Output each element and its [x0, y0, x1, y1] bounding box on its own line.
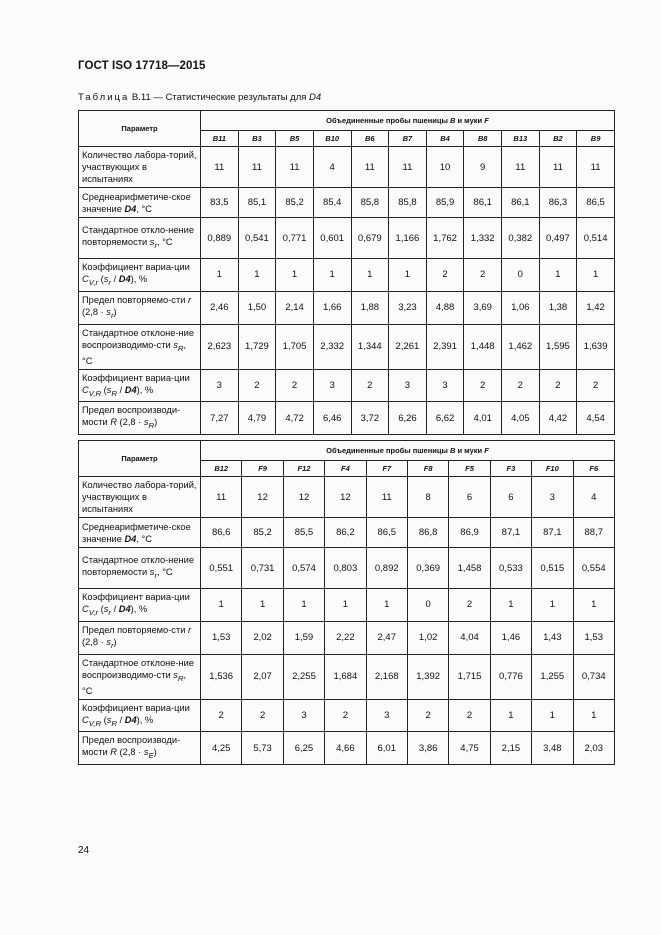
table-cell: 86,6 [201, 518, 242, 548]
table-cell: 2 [464, 259, 502, 292]
table-cell: 4 [313, 147, 351, 188]
table-cell: 11 [389, 147, 427, 188]
table-cell: 1,762 [426, 218, 464, 259]
table-cell: 4 [573, 477, 614, 518]
table-cell: 3 [283, 699, 324, 732]
table-cell: 1,59 [283, 621, 324, 654]
table-cell: 3,69 [464, 291, 502, 324]
column-header: B3 [238, 131, 276, 147]
table-row [79, 732, 615, 765]
table-cell: 85,2 [276, 188, 314, 218]
table-cell: 1,53 [201, 621, 242, 654]
table-cell: 2,07 [242, 654, 283, 699]
row-label: Коэффициент вариа-ции $C_{V,r}$ $(s_r / D4)$, % [79, 589, 201, 622]
table-cell: 1 [532, 699, 573, 732]
table-cell: 2,332 [313, 324, 351, 369]
table-cell: 1,392 [407, 654, 448, 699]
row-label: Стандартное отклоне-ние воспроизводимо-сти $s_R$, °С [79, 324, 201, 369]
table-cell: 86,5 [577, 188, 615, 218]
table-cell: 4,88 [426, 291, 464, 324]
table-cell: 11 [201, 147, 239, 188]
table-cell: 83,5 [201, 188, 239, 218]
table-cell: 1,639 [577, 324, 615, 369]
table-cell: 11 [366, 477, 407, 518]
table-cell: 1,50 [238, 291, 276, 324]
table-cell: 11 [539, 147, 577, 188]
table-cell: 0,601 [313, 218, 351, 259]
table-cell: 85,9 [426, 188, 464, 218]
table-cell: 4,66 [325, 732, 366, 765]
page-number: 24 [78, 845, 90, 856]
table-cell: 1,536 [201, 654, 242, 699]
table-cell: 11 [276, 147, 314, 188]
row-label: Коэффициент вариа-ции $C_{V,R}$ $(s_R / D4)$, % [79, 699, 201, 732]
column-header: F3 [490, 461, 531, 477]
table-cell: 4,25 [201, 732, 242, 765]
row-label: Стандартное отклоне-ние воспроизводимо-сти $s_R$, °С [79, 654, 201, 699]
table-cell: 86,1 [464, 188, 502, 218]
table-cell: 11 [201, 477, 242, 518]
table-row [79, 218, 615, 259]
table-cell: 1,332 [464, 218, 502, 259]
table-cell: 4,01 [464, 402, 502, 435]
table-cell: 85,4 [313, 188, 351, 218]
table-cell: 2 [242, 699, 283, 732]
param-header: Параметр [79, 441, 201, 477]
table-cell: 2,261 [389, 324, 427, 369]
column-header: B7 [389, 131, 427, 147]
table-cell: 1,684 [325, 654, 366, 699]
caption-text: В.11 — Статистические результаты для [129, 92, 310, 103]
table-cell: 1,88 [351, 291, 389, 324]
table-cell: 0,803 [325, 548, 366, 589]
table-cell: 1,53 [573, 621, 614, 654]
table-cell: 1 [532, 589, 573, 622]
table-cell: 6,25 [283, 732, 324, 765]
column-header: F8 [407, 461, 448, 477]
table-cell: 2,14 [276, 291, 314, 324]
table-cell: 7,27 [201, 402, 239, 435]
table-cell: 1 [201, 589, 242, 622]
table-cell: 2,255 [283, 654, 324, 699]
table-cell: 3 [426, 369, 464, 402]
table-cell: 6 [490, 477, 531, 518]
table-cell: 86,2 [325, 518, 366, 548]
table-cell: 0,679 [351, 218, 389, 259]
table-cell: 3,72 [351, 402, 389, 435]
table-cell: 1,66 [313, 291, 351, 324]
table-cell: 3 [532, 477, 573, 518]
table-cell: 2,02 [242, 621, 283, 654]
table-cell: 9 [464, 147, 502, 188]
table-cell: 86,8 [407, 518, 448, 548]
column-header: F4 [325, 461, 366, 477]
column-header: F7 [366, 461, 407, 477]
table-cell: 6,01 [366, 732, 407, 765]
table-cell: 1 [351, 259, 389, 292]
table-cell: 2 [577, 369, 615, 402]
table-row [79, 147, 615, 188]
table-cell: 4,04 [449, 621, 490, 654]
table-cell: 1 [325, 589, 366, 622]
column-header: B8 [464, 131, 502, 147]
row-label: Предел воспроизводи-мости R $(2,8 \cdot s_R)$ [79, 402, 201, 435]
column-header: B4 [426, 131, 464, 147]
table-cell: 12 [325, 477, 366, 518]
table-cell: 1 [283, 589, 324, 622]
column-header: B10 [313, 131, 351, 147]
table-cell: 0,497 [539, 218, 577, 259]
row-label: Количество лабора-торий, участвующих в испытаниях [79, 147, 201, 188]
table-cell: 1,46 [490, 621, 531, 654]
table-cell: 85,5 [283, 518, 324, 548]
row-label: Предел повторяемо-сти r $(2,8 \cdot s_r)$ [79, 291, 201, 324]
table-row [79, 518, 615, 548]
table-cell: 3 [201, 369, 239, 402]
table-cell: 1,43 [532, 621, 573, 654]
table-cell: 0,515 [532, 548, 573, 589]
table-cell: 85,2 [242, 518, 283, 548]
group-header: Объединенные пробы пшеницы B и муки F [201, 441, 615, 461]
column-header: F6 [573, 461, 614, 477]
table-cell: 1 [276, 259, 314, 292]
row-label: Среднеарифметиче-ское значение D4, °С [79, 518, 201, 548]
table-cell: 87,1 [532, 518, 573, 548]
table-row [79, 402, 615, 435]
table-cell: 2 [449, 699, 490, 732]
table-cell: 1,458 [449, 548, 490, 589]
column-header: B11 [201, 131, 239, 147]
table-cell: 4,72 [276, 402, 314, 435]
table-cell: 0,889 [201, 218, 239, 259]
table-cell: 6 [449, 477, 490, 518]
row-label: Предел повторяемо-сти r $(2,8 \cdot s_r)$ [79, 621, 201, 654]
column-header: B5 [276, 131, 314, 147]
table-cell: 85,8 [351, 188, 389, 218]
table-cell: 0,382 [502, 218, 540, 259]
table-cell: 2,46 [201, 291, 239, 324]
table-cell: 2,03 [573, 732, 614, 765]
table-row [79, 291, 615, 324]
table-row [79, 699, 615, 732]
group-header: Объединенные пробы пшеницы B и муки F [201, 111, 615, 131]
table-cell: 0,892 [366, 548, 407, 589]
table-cell: 0,533 [490, 548, 531, 589]
table-cell: 1,02 [407, 621, 448, 654]
table-cell: 3,48 [532, 732, 573, 765]
table-cell: 12 [242, 477, 283, 518]
row-label: Стандартное откло-нение повторяемости $s_r$, °С [79, 548, 201, 589]
column-header: F9 [242, 461, 283, 477]
table-cell: 4,05 [502, 402, 540, 435]
table-cell: 2 [407, 699, 448, 732]
table-cell: 1,595 [539, 324, 577, 369]
results-table-1 [78, 110, 615, 435]
table-cell: 1 [539, 259, 577, 292]
param-header: Параметр [79, 111, 201, 147]
table-cell: 1 [201, 259, 239, 292]
table-cell: 0,574 [283, 548, 324, 589]
column-header: F12 [283, 461, 324, 477]
table-cell: 6,26 [389, 402, 427, 435]
table-cell: 1 [366, 589, 407, 622]
table-cell: 1 [573, 589, 614, 622]
table-cell: 2 [539, 369, 577, 402]
table-cell: 85,1 [238, 188, 276, 218]
table-cell: 4,75 [449, 732, 490, 765]
table-cell: 11 [238, 147, 276, 188]
table-cell: 2 [351, 369, 389, 402]
table-cell: 10 [426, 147, 464, 188]
table-row [79, 477, 615, 518]
table-cell: 3 [366, 699, 407, 732]
table-cell: 2 [502, 369, 540, 402]
row-label: Количество лабора-торий, участвующих в испытаниях [79, 477, 201, 518]
table-cell: 0,369 [407, 548, 448, 589]
table-cell: 1 [573, 699, 614, 732]
table-cell: 2 [449, 589, 490, 622]
table-cell: 0,731 [242, 548, 283, 589]
row-label: Коэффициент вариа-ции $C_{V,r}$ $(s_r / D4)$, % [79, 259, 201, 292]
table-cell: 85,8 [389, 188, 427, 218]
table-cell: 4,54 [577, 402, 615, 435]
column-header: B6 [351, 131, 389, 147]
table-cell: 1,166 [389, 218, 427, 259]
table-cell: 1,705 [276, 324, 314, 369]
table-cell: 2,391 [426, 324, 464, 369]
column-header: F10 [532, 461, 573, 477]
table-cell: 1 [242, 589, 283, 622]
table-cell: 6,62 [426, 402, 464, 435]
row-label: Среднеарифметиче-ское значение D4, °С [79, 188, 201, 218]
table-cell: 1,715 [449, 654, 490, 699]
table-cell: 8 [407, 477, 448, 518]
table-cell: 2 [464, 369, 502, 402]
table-cell: 5,73 [242, 732, 283, 765]
table-cell: 0,554 [573, 548, 614, 589]
table-cell: 1,38 [539, 291, 577, 324]
table-row [79, 589, 615, 622]
table-caption [78, 92, 321, 103]
document-title: ГОСТ ISO 17718—2015 [78, 60, 206, 72]
table-cell: 1 [389, 259, 427, 292]
table-cell: 0,776 [490, 654, 531, 699]
table-cell: 0,771 [276, 218, 314, 259]
table-row [79, 188, 615, 218]
table-cell: 1,06 [502, 291, 540, 324]
table-cell: 1,255 [532, 654, 573, 699]
table-cell: 1,462 [502, 324, 540, 369]
table-cell: 1,448 [464, 324, 502, 369]
table-cell: 87,1 [490, 518, 531, 548]
table-row [79, 621, 615, 654]
table-cell: 86,1 [502, 188, 540, 218]
table-cell: 0,541 [238, 218, 276, 259]
column-header: B12 [201, 461, 242, 477]
table-cell: 1,344 [351, 324, 389, 369]
table-row [79, 324, 615, 369]
table-cell: 86,9 [449, 518, 490, 548]
table-cell: 1 [313, 259, 351, 292]
table-cell: 0,514 [577, 218, 615, 259]
table-cell: 2,22 [325, 621, 366, 654]
table-row [79, 548, 615, 589]
results-table-2 [78, 440, 615, 765]
table-cell: 2 [238, 369, 276, 402]
table-cell: 0,734 [573, 654, 614, 699]
table-cell: 0 [502, 259, 540, 292]
column-header: F5 [449, 461, 490, 477]
table-cell: 12 [283, 477, 324, 518]
table-cell: 4,79 [238, 402, 276, 435]
row-label: Предел воспроизводи-мости R $(2,8 \cdot s_E)$ [79, 732, 201, 765]
table-cell: 86,3 [539, 188, 577, 218]
table-cell: 0 [407, 589, 448, 622]
row-label: Коэффициент вариа-ции $C_{V,R}$ $(s_R / D4)$, % [79, 369, 201, 402]
table-cell: 3 [313, 369, 351, 402]
table-cell: 2 [426, 259, 464, 292]
table-cell: 88,7 [573, 518, 614, 548]
table-cell: 1 [238, 259, 276, 292]
table-cell: 1,729 [238, 324, 276, 369]
table-cell: 3,23 [389, 291, 427, 324]
column-header: B2 [539, 131, 577, 147]
table-cell: 2 [201, 699, 242, 732]
table-cell: 1 [490, 699, 531, 732]
table-cell: 2,168 [366, 654, 407, 699]
table-cell: 2 [276, 369, 314, 402]
column-header: B9 [577, 131, 615, 147]
column-header: B13 [502, 131, 540, 147]
table-row [79, 369, 615, 402]
table-cell: 1,42 [577, 291, 615, 324]
table-cell: 0,551 [201, 548, 242, 589]
table-cell: 2 [325, 699, 366, 732]
row-label: Стандартное откло-нение повторяемости $s_r$, °С [79, 218, 201, 259]
table-cell: 11 [577, 147, 615, 188]
table-cell: 11 [502, 147, 540, 188]
table-cell: 6,46 [313, 402, 351, 435]
table-row [79, 259, 615, 292]
table-cell: 2,15 [490, 732, 531, 765]
table-cell: 3 [389, 369, 427, 402]
table-cell: 11 [351, 147, 389, 188]
table-cell: 1 [577, 259, 615, 292]
table-cell: 4,42 [539, 402, 577, 435]
table-cell: 2,47 [366, 621, 407, 654]
table-row [79, 654, 615, 699]
table-cell: 2,623 [201, 324, 239, 369]
caption-prefix: Таблица [78, 92, 130, 103]
caption-sample: D4 [309, 92, 322, 103]
table-cell: 3,86 [407, 732, 448, 765]
table-cell: 1 [490, 589, 531, 622]
table-cell: 86,5 [366, 518, 407, 548]
